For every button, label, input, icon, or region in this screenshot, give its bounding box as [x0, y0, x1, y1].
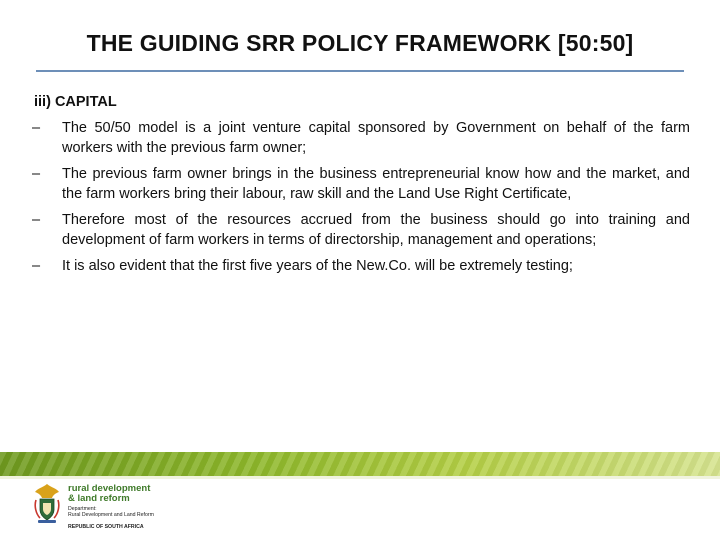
bullet-item: [30, 210, 690, 250]
bullet-dash: –: [32, 212, 41, 228]
bullet-text: Therefore most of the resources accrued from the business should go into training and development of farm workers in terms of directorship, management and operations;: [62, 212, 690, 248]
footer-green-band: [0, 452, 720, 476]
coat-of-arms-icon: [32, 482, 62, 524]
logo-department-line1: Department:: [68, 506, 97, 512]
logo-country: REPUBLIC OF SOUTH AFRICA: [68, 524, 144, 530]
bullet-item: [30, 256, 690, 276]
logo-title: [68, 484, 150, 504]
logo-title-line1: rural development: [68, 483, 151, 494]
logo-department-line2: Rural Development and Land Reform: [68, 512, 154, 518]
bullet-text: The 50/50 model is a joint venture capital sponsored by Government on behalf of the farm workers with the previous farm owner;: [62, 120, 690, 156]
bullet-dash: –: [32, 258, 41, 274]
bullet-item: [30, 118, 690, 158]
title-divider: [36, 70, 684, 72]
footer-stripe: [0, 476, 720, 479]
bullet-list: [30, 118, 690, 282]
logo-department: [68, 506, 154, 518]
bullet-text: It is also evident that the first five years of the New.Co. will be extremely testing;: [62, 258, 573, 274]
bullet-text: The previous farm owner brings in the business entrepreneurial know how and the market, and the farm workers bring their labour, raw skill and the Land Use Right Certificate,: [62, 166, 690, 202]
bullet-dash: –: [32, 166, 41, 182]
bullet-item: [30, 164, 690, 204]
bullet-dash: –: [32, 120, 41, 136]
department-logo: [32, 482, 162, 534]
slide-title: THE GUIDING SRR POLICY FRAMEWORK [50:50]: [86, 30, 634, 56]
logo-title-line2: & land reform: [68, 493, 130, 504]
section-heading: iii) CAPITAL: [34, 94, 117, 110]
